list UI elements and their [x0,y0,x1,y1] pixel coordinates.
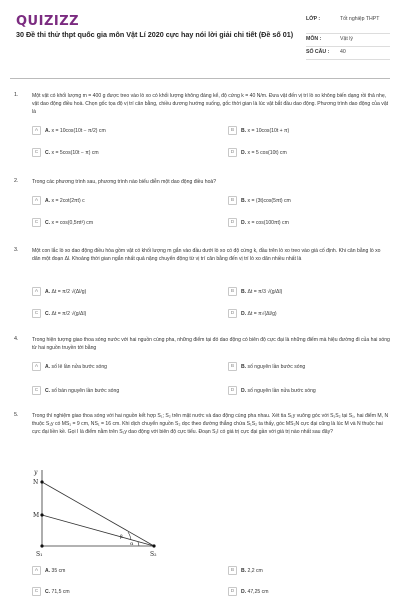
option-text: Δt = π/2 √(Δl/g) [51,288,87,295]
option-text: 71,5 cm [51,588,70,595]
option-text: số lẻ lần nửa bước sóng [51,363,107,370]
meta-row-subject [306,34,390,47]
option-letter: B [228,287,237,296]
option-text: x = 10cos(10t + π) [247,127,290,134]
question-text: Trong các phương trình sau, phương trình nào biểu diễn một dao động điều hoà? [32,179,217,185]
point-s1 [40,544,43,547]
quizizz-logo: QUIZIZZ [16,14,80,29]
option-label: A. [45,363,51,370]
wave-interference-figure [32,468,168,558]
label-n: N [33,479,39,486]
point-n [40,480,43,483]
option-letter: A [32,566,41,575]
page-header [0,0,400,75]
alpha-angle-arc [138,542,139,546]
question-text: Một vật có khối lượng m = 400 g được treo vào lò xo có khối lượng không đáng kể, độ cứng k = 40 N/m. Đưa vật đến vị trí lò xo không biến dạng rồi thả nhẹ, vật dao động điều hoà. Chọn gốc tọa độ vị trí cân bằng, chiều dương hướng xuống, gốc thời gian là lúc vật bắt đầu dao động. Phương trình dao động của vật là [32,93,389,115]
question-number: 3. [14,247,19,253]
option-letter: A [32,287,41,296]
question-number: 1. [14,92,19,98]
label-m: M [33,512,40,519]
label-s2: S₂ [150,551,157,558]
option-text: số nguyên lần bước sóng [247,363,306,370]
question-text: Một con lắc lò xo dao động điều hòa gồm vật có khối lượng m gắn vào đầu dưới lò xo có độ cứng k, đầu trên lò xo treo vào giá cố định. Khi cân bằng lò xo dãn một đoạn Δl. Khoảng thời gian ngắn nhất quả nặng chuyển động từ vị trí cân bằng đến vị trí lò xo dãn nhiều nhất là [32,248,381,262]
option-label: C. [45,219,51,226]
option-letter: D [228,309,237,318]
option-letter: D [228,218,237,227]
option-letter: B [228,126,237,135]
question-number: 4. [14,336,19,342]
label-s1: S₁ [36,551,43,558]
meta-row-class [306,14,390,34]
option-text: x = cos(100πt) cm [247,219,289,226]
meta-key: SỐ CÂU : [306,49,330,55]
ms2-line [42,515,154,546]
option-label: D. [241,219,247,226]
option-letter: D [228,148,237,157]
option-letter: B [228,196,237,205]
option-letter: A [32,196,41,205]
option-label: B. [241,127,247,134]
option-label: B. [241,363,247,370]
option-label: C. [45,149,51,156]
meta-key: MÔN : [306,36,322,42]
meta-key: LỚP : [306,16,321,22]
question-number: 5. [14,412,19,418]
page-title: 30 Đề thi thử thpt quốc gia môn Vật Lí 2020 cực hay nói lời giải chi tiết (Đề số 01) [16,30,294,39]
document-meta [306,14,390,60]
option-letter: C [32,309,41,318]
option-label: C. [45,387,51,394]
meta-value: 40 [340,49,346,55]
option-text: x = cos(0,5πt³) cm [51,219,94,226]
option-text: số nguyên lần nửa bước sóng [247,387,316,394]
label-alpha: α [130,541,134,547]
option-label: A. [45,127,51,134]
meta-value: Tốt nghiệp THPT [340,16,380,22]
label-beta: β [120,534,123,540]
option-label: A. [45,197,51,204]
option-text: x = 2cot(2πt) c [51,197,85,204]
option-text: x = 10cos(10t − π/2) cm [51,127,106,134]
option-letter: A [32,126,41,135]
option-text: Δt = π√(Δl/g) [247,310,277,317]
option-letter: B [228,362,237,371]
option-text: x = 5cos(10t − π) cm [51,149,99,156]
option-letter: D [228,587,237,596]
option-label: D. [241,588,247,595]
option-letter: D [228,386,237,395]
option-text: x = 5 cos(10t) cm [247,149,287,156]
question-text: Trong hiện tượng giao thoa sóng nước với hai nguồn cùng pha, những điểm tại đó dao động có biên độ cực đại là những điểm mà hiệu đường đi của hai sóng từ hai nguồn truyền tới bằng [32,337,390,351]
ns2-line [42,482,154,546]
point-m [40,513,43,516]
label-y: y [34,469,38,476]
option-letter: C [32,386,41,395]
option-label: B. [241,567,247,574]
option-letter: A [32,362,41,371]
point-s2 [152,544,155,547]
option-label: A. [45,567,51,574]
option-text: Δt = π/2 √(g/Δl) [51,310,87,317]
option-text: 47,25 cm [247,588,269,595]
option-text: 35 cm [51,567,66,574]
option-label: A. [45,288,51,295]
header-divider [10,78,390,79]
option-letter: B [228,566,237,575]
question-text: Trong thí nghiệm giao thoa sóng với hai nguồn kết hợp S₁; S₂ trên mặt nước và dao động cùng pha nhau. Xét tia S₁y vuông góc với S₁S₂ tại S₁, hai điểm M, N thuộc S₁y có MS₁ = 9 cm, NS₁ = 16 cm. Khi dịch chuyển nguồn S₂ dọc theo đường thẳng chứa S₁S₂ ta thấy, góc MS₂N cực đại cũng là lúc M và N thuộc hai cực đại liền kề. Gọi I là điểm nằm trên S₁y dao động với biên độ cực tiểu. Đoạn S₁I có giá trị cực đại gần với giá trị nào nhất sau đây? [32,413,389,435]
option-label: B. [241,197,247,204]
option-label: D. [241,310,247,317]
option-letter: C [32,587,41,596]
meta-row-count [306,47,390,60]
option-label: D. [241,149,247,156]
option-letter: C [32,148,41,157]
option-label: B. [241,288,247,295]
option-label: C. [45,310,51,317]
question-number: 2. [14,178,19,184]
option-text: số bán nguyên lần bước sóng [51,387,120,394]
meta-value: Vật lý [340,36,353,42]
option-label: D. [241,387,247,394]
option-text: Δt = π/3 √(g/Δl) [247,288,283,295]
option-label: C. [45,588,51,595]
option-text: x = (3t)cos(5πt) cm [247,197,291,204]
option-letter: C [32,218,41,227]
option-text: 2,2 cm [247,567,263,574]
